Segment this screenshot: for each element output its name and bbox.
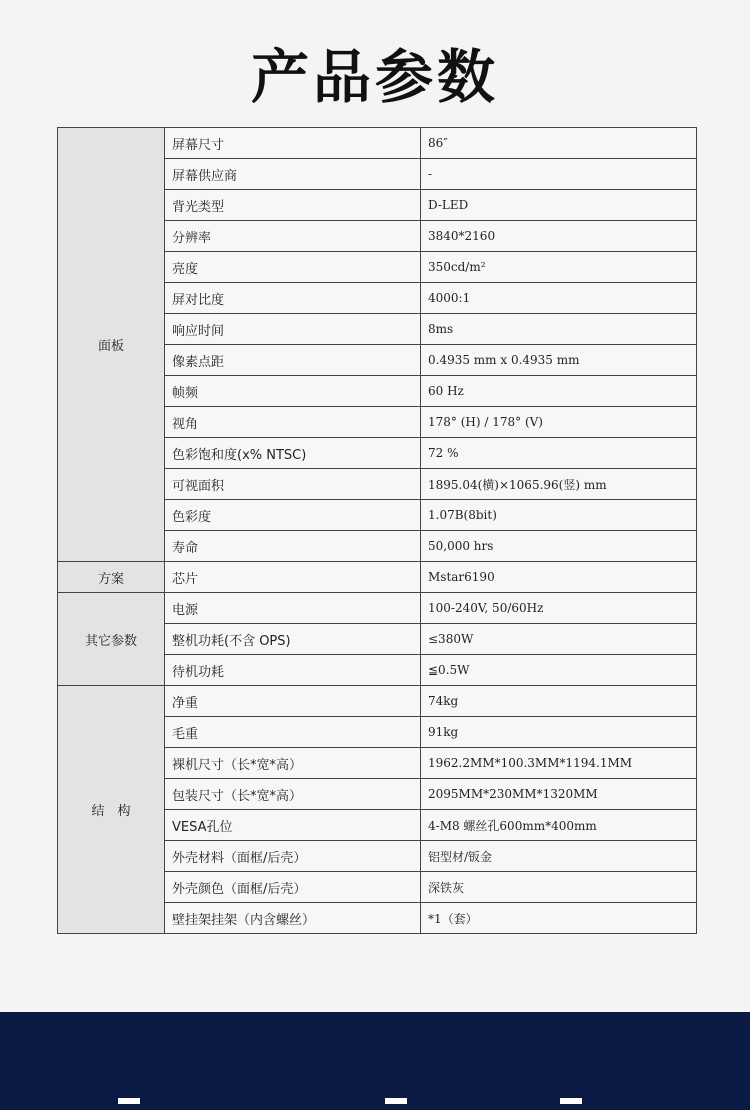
spec-label: 裸机尺寸（长*宽*高） (165, 748, 421, 779)
spec-label: 寿命 (165, 531, 421, 562)
spec-label: 屏对比度 (165, 283, 421, 314)
spec-value: 50,000 hrs (421, 531, 697, 562)
spec-label: 待机功耗 (165, 655, 421, 686)
spec-value: 深铁灰 (421, 872, 697, 903)
spec-label: 色彩饱和度(x% NTSC) (165, 438, 421, 469)
spec-value: 3840*2160 (421, 221, 697, 252)
spec-value: 1895.04(横)×1065.96(竖) mm (421, 469, 697, 500)
spec-label: 电源 (165, 593, 421, 624)
spec-label: 像素点距 (165, 345, 421, 376)
spec-label: 外壳材料（面框/后壳） (165, 841, 421, 872)
spec-value: - (421, 159, 697, 190)
spec-value: ≦0.5W (421, 655, 697, 686)
spec-value: *1（套） (421, 903, 697, 934)
spec-label: 外壳颜色（面框/后壳） (165, 872, 421, 903)
spec-label: 整机功耗(不含 OPS) (165, 624, 421, 655)
spec-value: 4000:1 (421, 283, 697, 314)
spec-value: 100-240V, 50/60Hz (421, 593, 697, 624)
table-row (58, 593, 697, 624)
spec-label: 芯片 (165, 562, 421, 593)
section-category-label: 结 构 (58, 686, 165, 934)
spec-label: 毛重 (165, 717, 421, 748)
page-title: 产品参数 (250, 43, 499, 111)
spec-label: 包装尺寸（长*宽*高） (165, 779, 421, 810)
spec-value: 8ms (421, 314, 697, 345)
spec-label: 屏幕尺寸 (165, 128, 421, 159)
spec-label: 可视面积 (165, 469, 421, 500)
spec-value: 86″ (421, 128, 697, 159)
spec-label: 壁挂架挂架（内含螺丝） (165, 903, 421, 934)
spec-label: 帧频 (165, 376, 421, 407)
spec-value: 72 % (421, 438, 697, 469)
spec-label: 亮度 (165, 252, 421, 283)
spec-table-body (58, 128, 697, 934)
spec-label: 净重 (165, 686, 421, 717)
spec-label: 色彩度 (165, 500, 421, 531)
spec-value: 350cd/m² (421, 252, 697, 283)
table-row (58, 128, 697, 159)
spec-value: 1962.2MM*100.3MM*1194.1MM (421, 748, 697, 779)
section-category-label: 面板 (58, 128, 165, 562)
footer-band (0, 1012, 750, 1110)
spec-value: 91kg (421, 717, 697, 748)
spec-label: 视角 (165, 407, 421, 438)
spec-label: 分辨率 (165, 221, 421, 252)
section-category-label: 其它参数 (58, 593, 165, 686)
spec-value: 74kg (421, 686, 697, 717)
spec-value: 60 Hz (421, 376, 697, 407)
spec-label: VESA孔位 (165, 810, 421, 841)
spec-value: 1.07B(8bit) (421, 500, 697, 531)
section-category-label: 方案 (58, 562, 165, 593)
footer-decoration (560, 1098, 582, 1104)
spec-value: D-LED (421, 190, 697, 221)
spec-value: 178° (H) / 178° (V) (421, 407, 697, 438)
spec-value: Mstar6190 (421, 562, 697, 593)
spec-label: 背光类型 (165, 190, 421, 221)
spec-value: 0.4935 mm x 0.4935 mm (421, 345, 697, 376)
spec-value: ≤380W (421, 624, 697, 655)
spec-table (57, 127, 697, 934)
spec-value: 铝型材/钣金 (421, 841, 697, 872)
spec-value: 2095MM*230MM*1320MM (421, 779, 697, 810)
footer-decoration (385, 1098, 407, 1104)
table-row (58, 686, 697, 717)
spec-value: 4-M8 螺丝孔600mm*400mm (421, 810, 697, 841)
table-row (58, 562, 697, 593)
spec-label: 屏幕供应商 (165, 159, 421, 190)
spec-label: 响应时间 (165, 314, 421, 345)
footer-decoration (118, 1098, 140, 1104)
